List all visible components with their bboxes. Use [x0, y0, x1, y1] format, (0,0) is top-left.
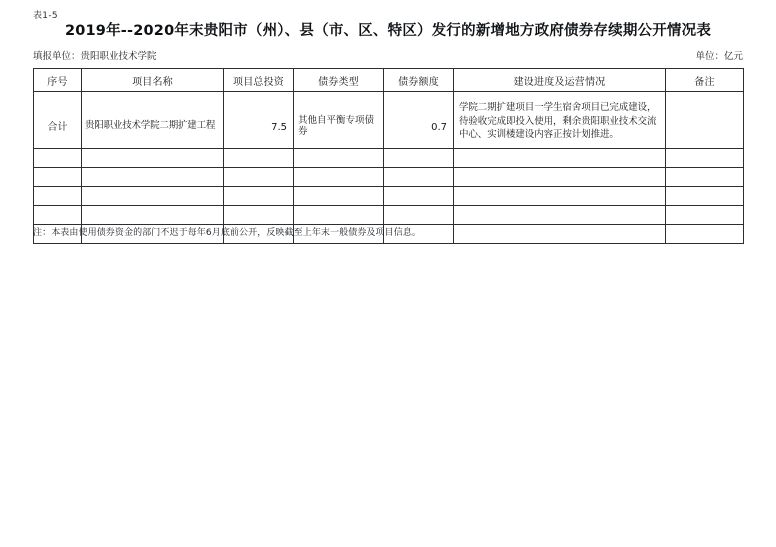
cell-bond-type: [294, 187, 384, 206]
cell-progress-text: [454, 156, 665, 160]
cell-project-name-text: [82, 156, 223, 160]
cell-total-investment: [224, 168, 294, 187]
cell-total-investment: [224, 206, 294, 225]
cell-remark: [666, 206, 744, 225]
cell-bond-quota: [384, 92, 454, 149]
table-note: 注：本表由使用债券资金的部门不迟于每年6月底前公开，反映截至上年末一般债券及项目信息。: [33, 228, 422, 238]
cell-seq-text: [34, 175, 81, 179]
cell-remark: [666, 168, 744, 187]
cell-remark-text: [666, 118, 743, 122]
cell-project-name: [82, 168, 224, 187]
table-row: [34, 149, 744, 168]
cell-bond-quota: [384, 206, 454, 225]
cell-bond-type-text: 其他自平衡专项债券: [298, 114, 375, 137]
table-row: [34, 187, 744, 206]
unit-label: 单位：亿元: [695, 51, 743, 62]
cell-remark-text: [666, 194, 743, 198]
cell-total-investment-text: 7.5: [271, 121, 287, 133]
column-header-total-investment: 项目总投资: [224, 69, 294, 92]
cell-bond-quota: [384, 149, 454, 168]
cell-bond-type: [294, 149, 384, 168]
cell-progress: [454, 187, 666, 206]
cell-total-investment: [224, 92, 294, 149]
cell-seq: [34, 168, 82, 187]
column-header-bond-type: 债券类型: [294, 69, 384, 92]
cell-project-name-text: [82, 213, 223, 217]
cell-bond-type-text: [294, 156, 383, 160]
cell-seq-text: [34, 213, 81, 217]
table-row: [34, 206, 744, 225]
bond-disclosure-table: [33, 68, 744, 244]
cell-bond-quota-text: [384, 194, 453, 198]
cell-project-name: [82, 92, 224, 149]
table-header-row: [34, 69, 744, 92]
cell-remark: [666, 225, 744, 244]
cell-progress: [454, 149, 666, 168]
cell-remark: [666, 187, 744, 206]
cell-bond-quota: [384, 187, 454, 206]
cell-project-name: [82, 206, 224, 225]
cell-total-investment: [224, 187, 294, 206]
cell-seq: [34, 206, 82, 225]
cell-bond-type-text: [294, 194, 383, 198]
cell-seq: [34, 149, 82, 168]
cell-bond-quota-text: [384, 175, 453, 179]
cell-bond-quota: [384, 168, 454, 187]
cell-remark-text: [666, 156, 743, 160]
cell-bond-type-text: [294, 213, 383, 217]
table-row: [34, 168, 744, 187]
cell-remark-text: [666, 175, 743, 179]
cell-progress-text: [454, 194, 665, 198]
cell-project-name-text: 贵阳职业技术学院二期扩建工程: [85, 120, 216, 132]
cell-seq: [34, 92, 82, 149]
cell-progress: [454, 168, 666, 187]
cell-remark-text: [666, 232, 743, 236]
reporting-unit-label: 填报单位：贵阳职业技术学院: [33, 51, 157, 62]
cell-progress-text: 学院二期扩建项目一学生宿舍项目已完成建设，待验收完成即投入使用，剩余贵阳职业技术交流中心、实训楼建设内容正按计划推进。: [459, 101, 657, 141]
cell-progress: [454, 206, 666, 225]
cell-project-name: [82, 187, 224, 206]
column-header-seq: 序号: [34, 69, 82, 92]
cell-project-name-text: [82, 194, 223, 198]
cell-progress: [454, 92, 666, 149]
cell-project-name: [82, 149, 224, 168]
cell-progress: [454, 225, 666, 244]
column-header-project-name: 项目名称: [82, 69, 224, 92]
cell-seq: [34, 187, 82, 206]
table-row: [34, 92, 744, 149]
cell-progress-text: [454, 175, 665, 179]
column-header-progress: 建设进度及运营情况: [454, 69, 666, 92]
cell-seq-text: 合计: [47, 121, 68, 133]
cell-total-investment: [224, 149, 294, 168]
cell-seq-text: [34, 194, 81, 198]
cell-project-name-text: [82, 175, 223, 179]
cell-bond-quota-text: 0.7: [431, 121, 447, 133]
cell-bond-quota-text: [384, 213, 453, 217]
cell-total-investment-text: [224, 194, 293, 198]
cell-bond-type: [294, 168, 384, 187]
cell-total-investment-text: [224, 213, 293, 217]
cell-progress-text: [454, 213, 665, 217]
cell-total-investment-text: [224, 156, 293, 160]
page-title: 2019年--2020年末贵阳市（州）、县（市、区、特区）发行的新增地方政府债券存续期公开情况表: [64, 23, 712, 39]
form-code: 表1-5: [33, 11, 58, 21]
cell-remark: [666, 92, 744, 149]
column-header-bond-quota: 债券额度: [384, 69, 454, 92]
cell-seq-text: [34, 156, 81, 160]
cell-remark-text: [666, 213, 743, 217]
cell-total-investment-text: [224, 175, 293, 179]
cell-remark: [666, 149, 744, 168]
cell-bond-quota-text: [384, 156, 453, 160]
cell-bond-type: [294, 92, 384, 149]
cell-bond-type: [294, 206, 384, 225]
meta-row: [33, 48, 743, 62]
cell-progress-text: [454, 232, 665, 236]
cell-bond-type-text: [294, 175, 383, 179]
column-header-remark: 备注: [666, 69, 744, 92]
